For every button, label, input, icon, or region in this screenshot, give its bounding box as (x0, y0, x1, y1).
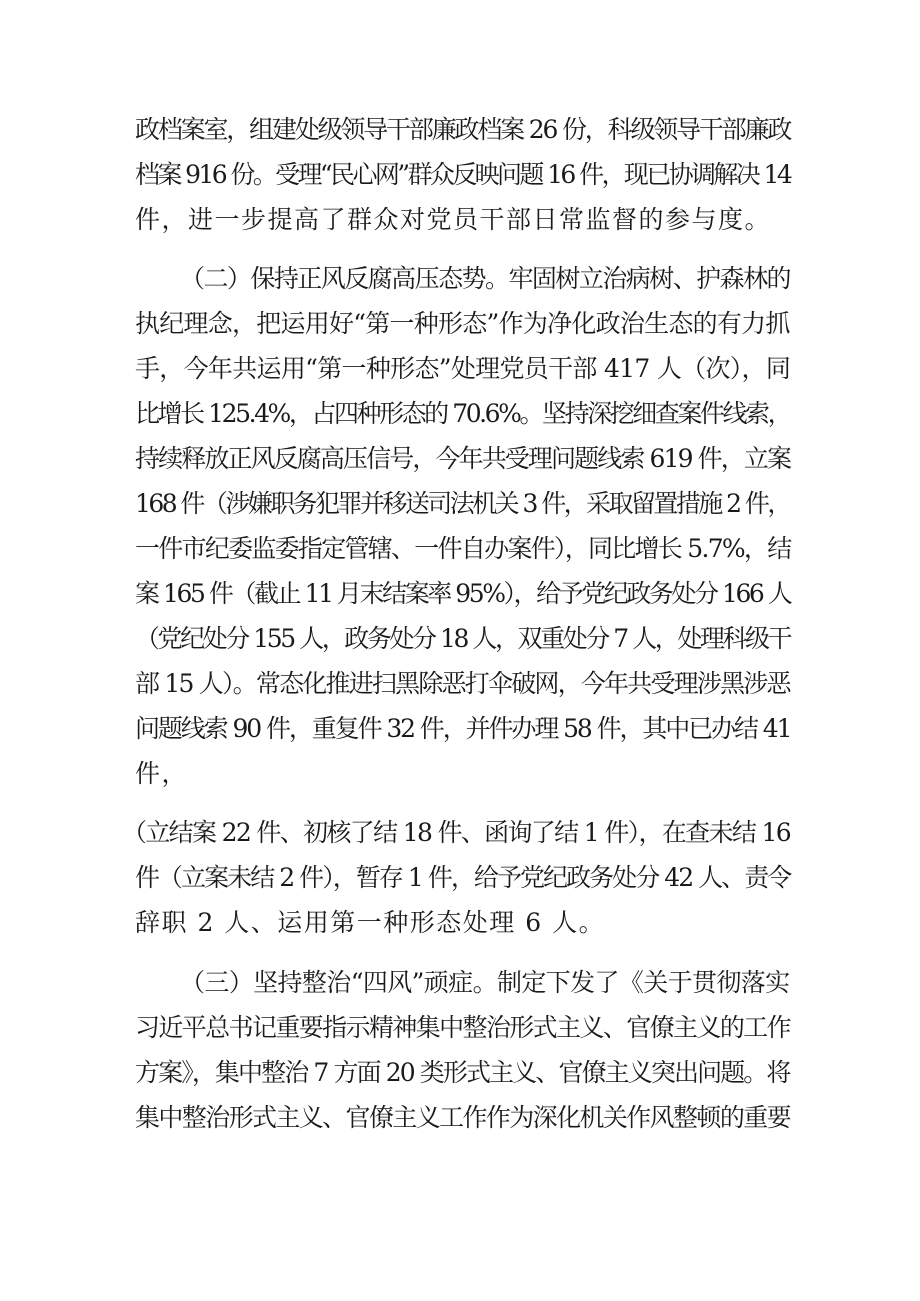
text-line: 档案 916 份。受理“民心网”群众反映问题 16 件，现已协调解决 14 (135, 160, 791, 189)
text-line: 件（立案未结 2 件），暂存 1 件，给予党纪政务处分 42 人、责令 (135, 863, 791, 892)
text-line: 方案》，集中整治 7 方面 20 类形式主义、官僚主义突出问题。将 (135, 1058, 790, 1087)
text-line: 习近平总书记重要指示精神集中整治形式主义、官僚主义的工作 (135, 1013, 791, 1042)
text-line: 比增长 125.4%，占四种形态的 70.6%。坚持深挖细查案件线索， (135, 399, 791, 428)
text-line: 168 件（涉嫌职务犯罪并移送司法机关 3 件，采取留置措施 2 件， (135, 489, 790, 518)
text-line: 部 15 人）。常态化推进扫黑除恶打伞破网，今年共受理涉黑涉恶 (135, 669, 790, 698)
text-line: 一件市纪委监委指定管辖、一件自办案件），同比增长 5.7%，结 (135, 534, 791, 563)
text-line: 政档案室，组建处级领导干部廉政档案 26 份，科级领导干部廉政 (135, 115, 791, 144)
text-line: 件， (135, 759, 189, 788)
text-line: （立结案 22 件、初核了结 18 件、函询了结 1 件），在查未结 16 (122, 818, 790, 847)
text-line: 辞职 2 人、运用第一种形态处理 6 人。 (135, 908, 606, 937)
text-line: 件，进一步提高了群众对党员干部日常监督的参与度。 (135, 205, 772, 234)
text-line: （三）坚持整治“四风”顽症。制定下发了《关于贯彻落实 (180, 968, 790, 997)
text-line: 案 165 件（截止 11 月末结案率 95%），给予党纪政务处分 166 人 (135, 579, 791, 608)
text-line: 持续释放正风反腐高压信号，今年共受理问题线索 619 件，立案 (135, 444, 791, 473)
text-line: （党纪处分 155 人，政务处分 18 人，双重处分 7 人，处理科级干 (135, 624, 791, 653)
text-line: （二）保持正风反腐高压态势。牢固树立治病树、护森林的 (180, 264, 791, 293)
text-line: 集中整治形式主义、官僚主义工作作为深化机关作风整顿的重要 (135, 1103, 791, 1132)
text-line: 执纪理念，把运用好“第一种形态”作为净化政治生态的有力抓 (135, 309, 790, 338)
text-line: 手，今年共运用“第一种形态”处理党员干部 417 人（次），同 (135, 354, 791, 383)
text-line: 问题线索 90 件，重复件 32 件，并件办理 58 件，其中已办结 41 (135, 714, 791, 743)
